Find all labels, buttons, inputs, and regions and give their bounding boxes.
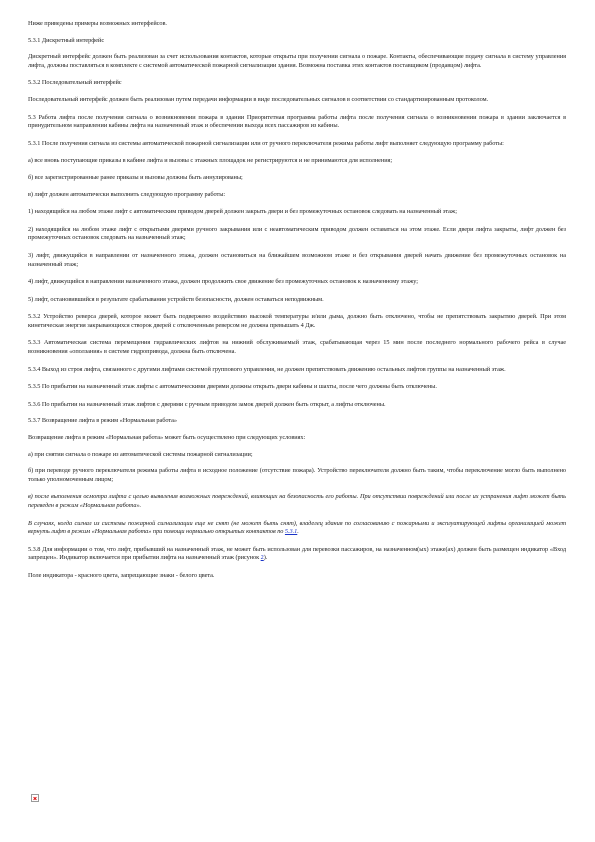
paragraph-indicator-colors: Поле индикатора - красного цвета, запрещающие знаки - белого цвета. xyxy=(28,571,215,579)
list-item-3: 3) лифт, движущийся в направлении от назначенного этажа, должен остановиться на ближайшем возможном этаже и без открывания дверей начать движение без промежуточных остановок на назначенный этаж; xyxy=(28,251,566,268)
broken-image-icon xyxy=(31,794,39,802)
paragraph-5-3-5-auto-doors: 5.3.5 По прибытии на назначенный этаж лифты с автоматическими дверями должны открыть двери кабины и шахты, после чего должны быть отключены. xyxy=(28,383,437,391)
paragraph-5-3-1-program: 5.3.1 После получения сигнала из системы автоматической пожарной сигнализации или от ручного переключателя режима работы лифт выполняет следующую программу работы: xyxy=(28,139,504,147)
paragraph-serial-interface: Последовательный интерфейс должен быть реализован путем передачи информации в виде последовательных сигналов в соответствии со стандартизированным протоколом. xyxy=(28,95,489,103)
link-5-3-1[interactable]: 5.3.1 xyxy=(284,528,298,536)
condition-a: а) при снятии сигнала о пожаре из автоматической системы пожарной сигнализации; xyxy=(28,450,253,458)
paragraph-owner-return-text: В случаях, когда сигнал из системы пожарной сигнализации еще не снят (не может быть снят), владелец здания по согласованию с пожарными и эксплуатирующей лифты организацией может вернуть лифт в режим «Нормальная работа» при помощи нормально открытых контактов по xyxy=(28,519,566,536)
document-page xyxy=(28,20,566,590)
section-heading-5-3-7-return: 5.3.7 Возвращение лифта в режим «Нормальная работа» xyxy=(28,417,178,425)
link-figure-2[interactable]: 2 xyxy=(260,554,264,562)
list-item-5: 5) лифт, остановившийся в результате срабатывания устройств безопасности, должен оставаться неподвижным. xyxy=(28,295,324,303)
paragraph-5-3-8-indicator xyxy=(28,546,566,563)
paragraph-indicator-end: ). xyxy=(263,554,268,562)
section-5-3-fire-operation: 5.3 Работа лифта после получения сигнала о возникновении пожара в здании Приоритетная программа работы лифта после получения сигнала о возникновении пожара в здании заключается в принудительном направлении кабины лифта на назначенный этаж и обеспечении выхода всех пассажиров из кабины. xyxy=(28,113,566,130)
paragraph-owner-return xyxy=(28,520,566,537)
paragraph-5-3-2-door-reverse: 5.3.2 Устройство реверса дверей, которое может быть подвержено воздействию высокой температуры и/или дыма, должно быть отключено, чтобы не препятствовать закрытию дверей. При этом кинетическая энергия закрывающихся створок дверей с отключенным реверсом не должна превышать 4 Дж. xyxy=(28,313,566,329)
condition-b: б) при переводе ручного переключателя режима работы лифта в исходное положение (отсутствие пожара). Устройство переключателя должно быть таким, чтобы переключение могло быть выполнено только уполномоченным лицом; xyxy=(28,467,566,483)
list-item-2: 2) находящийся на любом этаже лифт с открытыми дверями ручного закрывания или с неавтоматическим приводом должен оставаться на этом этаже. Если двери лифта закрыты, лифт должен без промежуточных остановок следовать на назначенный этаж; xyxy=(28,225,566,242)
section-heading-5-3-1-discrete: 5.3.1 Дискретный интерфейс xyxy=(28,36,105,44)
paragraph-return-conditions: Возвращение лифта в режим «Нормальная работа» может быть осуществлено при следующих условиях: xyxy=(28,434,306,442)
paragraph-5-3-6-manual-doors: 5.3.6 По прибытии на назначенный этаж лифтов с дверями с ручным приводом замок дверей должен быть открыт, а лифты отключены. xyxy=(28,400,386,408)
paragraph-owner-return-end: . xyxy=(297,528,299,536)
intro-text: Ниже приведены примеры возможных интерфейсов. xyxy=(28,20,167,27)
list-item-4: 4) лифт, движущийся в направлении назначенного этажа, должен продолжить свое движение без промежуточных остановок к назначенному этажу; xyxy=(28,278,419,286)
section-heading-5-3-2-serial: 5.3.2 Последовательный интерфейс xyxy=(28,79,122,87)
paragraph-5-3-3-hydraulic: 5.3.3 Автоматическая система перемещения гидравлических лифтов на нижний обслуживаемый этаж, срабатывающая через 15 мин после последнего нормального рабочего рейса в случае возникновения «оползания» в системе гидропривода, должна быть отключена. xyxy=(28,339,566,356)
list-item-a: а) все вновь поступающие приказы в кабине лифта и вызовы с этажных площадок не регистрируются и не принимаются для исполнения; xyxy=(28,157,393,165)
paragraph-5-3-4-group: 5.3.4 Выход из строя лифта, связанного с другими лифтами системой группового управления, не должен препятствовать движению остальных лифтов группы на назначенный этаж. xyxy=(28,365,506,373)
condition-v: в) после выполнения осмотра лифта с целью выявления возможных повреждений, влияющих на безопасность его работы. При отсутствии повреждений или после их устранения лифт может быть переведен в режим «Нормальная работа». xyxy=(28,493,566,509)
list-item-b: б) все зарегистрированные ранее приказы и вызовы должны быть аннулированы; xyxy=(28,173,243,181)
paragraph-indicator-text: 5.3.8 Для информации о том, что лифт, прибывший на назначенный этаж, не может быть использован для перевозки пассажиров, на назначенном(ых) этаже(ах) должен быть размещен индикатор «Вход запрещен». Индикатор включается при прибытии лифта на назначенный этаж (рисунок xyxy=(28,545,566,562)
paragraph-discrete-interface: Дискретный интерфейс должен быть реализован за счет использования контактов, которые открыты при получении сигнала о пожаре. Контакты, обеспечивающие подачу сигнала в систему управления лифта, должны поставляться в комплекте с системой автоматической пожарной сигнализации здания. Возможна поставка этих контактов поставщиком (продавцом) лифта. xyxy=(28,53,566,69)
list-item-1: 1) находящийся на любом этаже лифт с автоматическим приводом дверей должен закрыть двери и без промежуточных остановок следовать на назначенный этаж; xyxy=(28,208,457,216)
list-item-v: в) лифт должен автоматически выполнить следующую программу работы: xyxy=(28,190,226,198)
